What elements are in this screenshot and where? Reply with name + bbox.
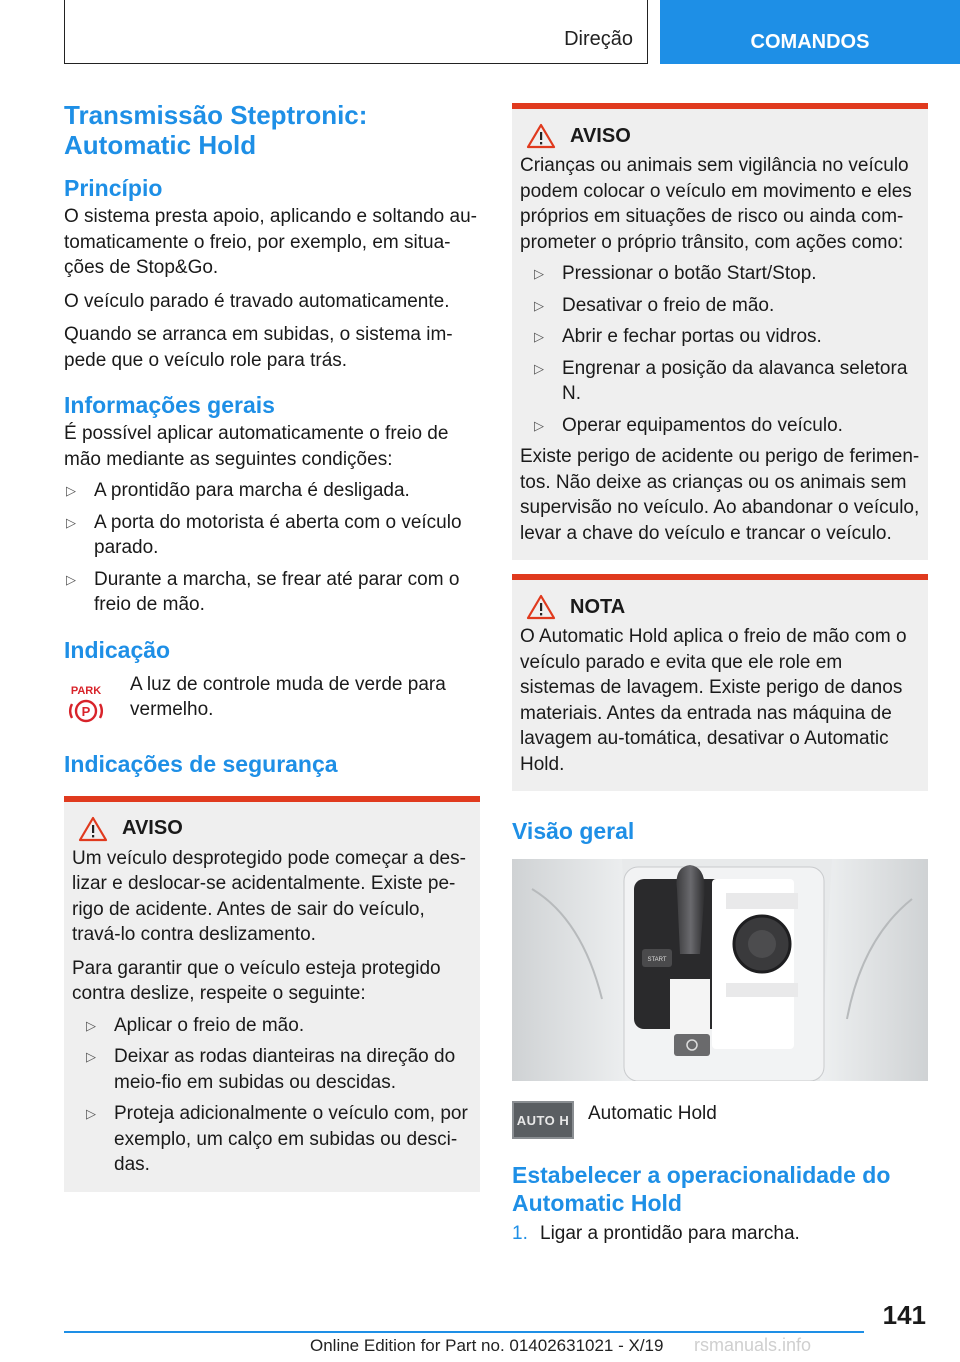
svg-text:PARK: PARK bbox=[70, 684, 102, 697]
warning-triangle-icon bbox=[78, 816, 108, 842]
gear-selector-photo bbox=[512, 859, 928, 1081]
footer-divider bbox=[64, 1331, 864, 1333]
step-item bbox=[512, 1221, 928, 1247]
triangle-bullet-icon: ▷ bbox=[86, 1049, 96, 1064]
note-paragraph: O Automatic Hold aplica o freio de mão com o veículo parado e evita que ele role em sistemas de lavagem. Existe perigo de danos materiais. Antes da entrada nas máquina de lavagem au-tomática, desativar o Automatic Hold. bbox=[520, 626, 907, 775]
overview-heading: Visão geral bbox=[512, 818, 635, 844]
note-box bbox=[512, 574, 928, 791]
warning-paragraph-1: Crianças ou animais sem vigilância no veículo podem colocar o veículo em movimento e eles próprios em situações de risco ou ainda com-prometer o próprio trânsito, com ações como: bbox=[520, 155, 912, 253]
triangle-bullet-icon: ▷ bbox=[534, 417, 544, 433]
list-item: ▷ Engrenar a posição da alavanca seletora N. bbox=[534, 357, 908, 404]
indication-row bbox=[64, 672, 480, 726]
auto-hold-button-icon[interactable]: AUTO H bbox=[512, 1101, 574, 1139]
svg-text:P: P bbox=[81, 703, 91, 719]
svg-text:START: START bbox=[647, 957, 667, 963]
triangle-bullet-icon: ▷ bbox=[86, 1017, 96, 1033]
principle-paragraph-3: Quando se arranca em subidas, o sistema im-pede que o veículo role para trás. bbox=[64, 324, 453, 371]
triangle-bullet-icon: ▷ bbox=[66, 571, 76, 587]
conditions-list bbox=[64, 478, 480, 618]
section-title: Direção bbox=[564, 28, 633, 50]
warning-list bbox=[72, 1013, 472, 1178]
triangle-bullet-icon: ▷ bbox=[86, 1106, 96, 1121]
chapter-tab[interactable] bbox=[660, 0, 960, 64]
safety-heading: Indicações de segurança bbox=[64, 750, 338, 777]
list-item: ▷ Operar equipamentos do veículo. bbox=[520, 413, 920, 439]
list-item: ▷ Durante a marcha, se frear até parar com o freio de mão. bbox=[66, 568, 460, 615]
triangle-bullet-icon: ▷ bbox=[534, 266, 544, 281]
park-brake-icon bbox=[64, 682, 108, 726]
warning-box-2 bbox=[512, 103, 928, 560]
left-column bbox=[64, 100, 480, 1192]
auto-hold-label: Automatic Hold bbox=[588, 1103, 717, 1124]
warning-paragraph-2: Existe perigo de acidente ou perigo de ferimen-tos. Não deixe as crianças ou os animais sem supervisão no veículo. Ao abandonar o veículo, levar a chave do veículo e trancar o veículo. bbox=[520, 446, 920, 544]
warning-paragraph-2: Para garantir que o veículo esteja protegido contra deslize, respeite o seguinte: bbox=[72, 957, 441, 1004]
warning-paragraph-1: Um veículo desprotegido pode começar a des-lizar e deslocar-se acidentalmente. Existe pe-rigo de acidente. Antes de sair do veículo, travá-lo contra deslizamento. bbox=[72, 847, 466, 945]
warning-header bbox=[520, 123, 920, 149]
step-number: 1. bbox=[512, 1223, 528, 1244]
page-number: 141 bbox=[882, 1300, 926, 1330]
warning-box-1 bbox=[64, 796, 480, 1192]
list-item: ▷ Aplicar o freio de mão. bbox=[72, 1013, 472, 1039]
list-item: ▷ Deixar as rodas dianteiras na direção do meio-fio em subidas ou descidas. bbox=[86, 1046, 456, 1093]
general-info-heading: Informações gerais bbox=[64, 392, 275, 418]
right-column bbox=[512, 103, 928, 1247]
header-left-box bbox=[64, 0, 648, 64]
center-console-image bbox=[512, 859, 928, 1081]
general-info-paragraph: É possível aplicar automaticamente o freio de mão mediante as seguintes condições: bbox=[64, 423, 449, 470]
warning-actions-list bbox=[520, 261, 920, 438]
principle-paragraph-2: O veículo parado é travado automaticamente. bbox=[64, 290, 450, 312]
list-item: ▷ Proteja adicionalmente o veículo com, por exemplo, um calço em subidas ou desci-das. bbox=[86, 1103, 468, 1175]
footer-edition: Online Edition for Part no. 01402631021 - X/19 bbox=[310, 1336, 664, 1355]
auto-hold-row bbox=[512, 1101, 928, 1139]
note-header bbox=[520, 594, 920, 620]
step-text: Ligar a prontidão para marcha. bbox=[540, 1223, 800, 1244]
triangle-bullet-icon: ▷ bbox=[534, 329, 544, 344]
footer-watermark: rsmanuals.info bbox=[694, 1335, 812, 1355]
warning-label: AVISO bbox=[570, 124, 631, 147]
list-item: ▷ A prontidão para marcha é desligada. bbox=[64, 478, 480, 504]
indication-heading: Indicação bbox=[64, 636, 171, 663]
list-item: ▷ A porta do motorista é aberta com o veículo parado. bbox=[66, 511, 462, 558]
triangle-bullet-icon: ▷ bbox=[534, 360, 544, 376]
warning-header bbox=[72, 816, 472, 842]
note-label: NOTA bbox=[570, 595, 626, 618]
establish-heading: Estabelecer a operacionalidade do Automatic Hold bbox=[512, 1162, 891, 1216]
list-item: ▷ Desativar o freio de mão. bbox=[520, 293, 920, 319]
triangle-bullet-icon: ▷ bbox=[66, 483, 76, 498]
principle-heading: Princípio bbox=[64, 175, 163, 201]
triangle-bullet-icon: ▷ bbox=[534, 297, 544, 313]
page-title: Transmissão Steptronic: Automatic Hold bbox=[64, 100, 368, 160]
principle-paragraph-1: O sistema presta apoio, aplicando e soltando au-tomaticamente o freio, por exemplo, em situa-ções de Stop&Go. bbox=[64, 206, 477, 278]
warning-label: AVISO bbox=[122, 817, 183, 839]
triangle-bullet-icon: ▷ bbox=[66, 514, 76, 530]
warning-triangle-icon bbox=[526, 123, 556, 149]
list-item: ▷ Pressionar o botão Start/Stop. bbox=[520, 261, 920, 287]
warning-triangle-icon bbox=[526, 594, 556, 620]
list-item: ▷ Abrir e fechar portas ou vidros. bbox=[520, 324, 920, 350]
indication-text: A luz de controle muda de verde para vermelho. bbox=[130, 673, 446, 720]
chapter-title: COMANDOS bbox=[750, 31, 870, 53]
